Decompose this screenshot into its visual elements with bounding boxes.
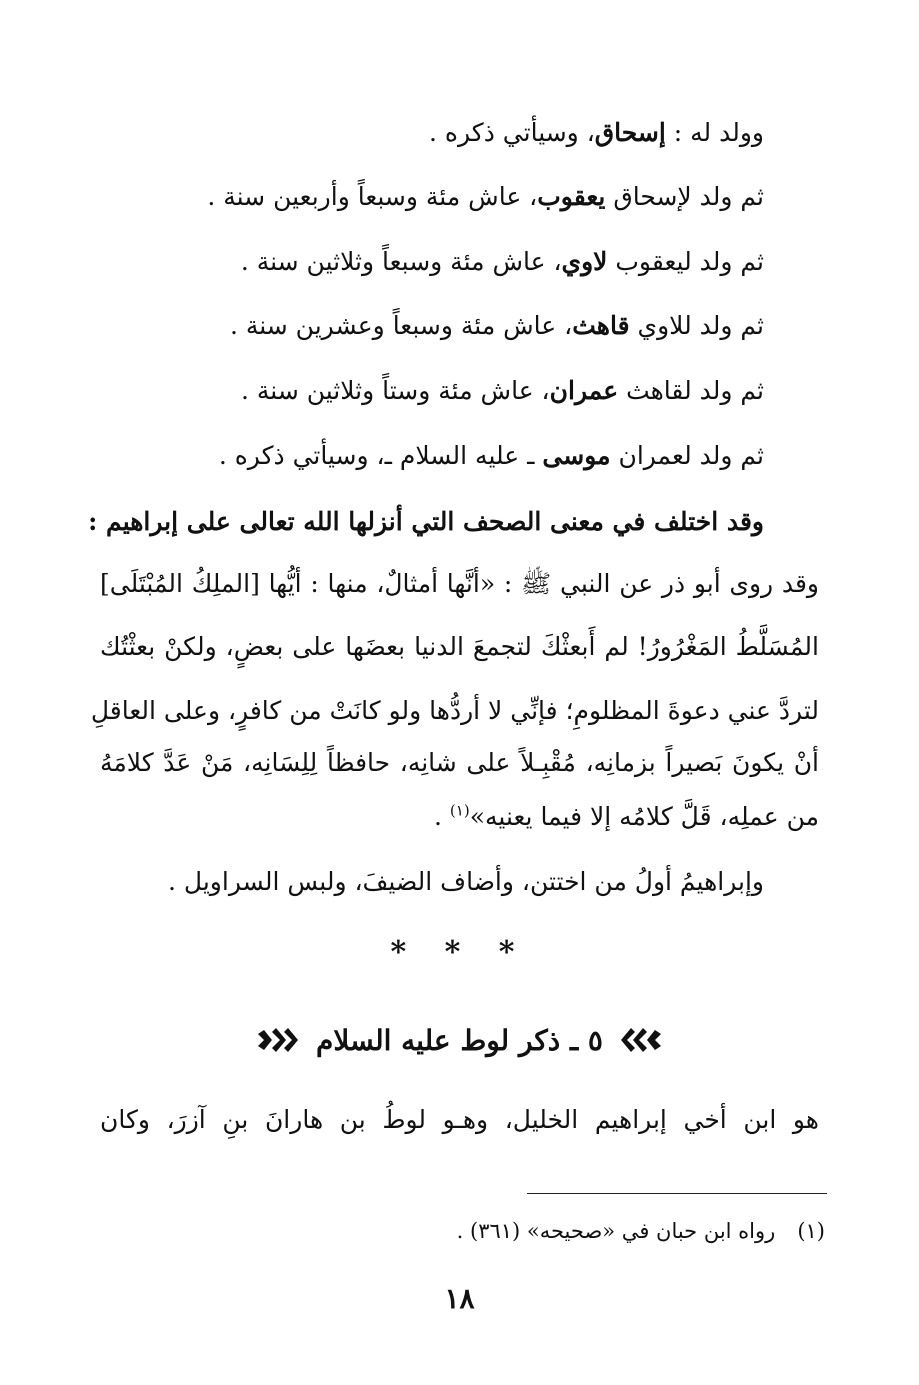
line-text: ، عاش مئة وسبعاً وعشرين سنة .: [229, 311, 573, 340]
text-line-7: وقد اختلف في معنى الصحف التي أنزلها الله تعالى على إبراهيم :: [88, 507, 764, 536]
text-line-3: [241, 242, 764, 282]
line-text: ثم ولد لإسحاق: [605, 182, 764, 211]
text-line-14: هو ابن أخي إبراهيم الخليل، وهـو لوطُ بن هارانَ بنِ آزرَ، وكان: [100, 1105, 819, 1134]
name-isaac: إسحاق: [594, 118, 666, 147]
name-moses: موسى: [542, 441, 611, 470]
text-line-1: [429, 113, 764, 153]
text-line-9: المُسَلَّطُ المَغْرُورُ! لم أَبعثْكَ لتجمعَ الدنيا بعضَها على بعضٍ، ولكنْ بعثْتُك: [100, 632, 819, 661]
line-text: .: [434, 802, 450, 831]
text-line-8: وقد روى أبو ذر عن النبي ﷺ : «أنَّها أمثالٌ، منها : أيُّها [الملِكُ المُبْتَلَى]: [100, 569, 819, 598]
line-text: ثم ولد ليعقوب: [607, 247, 764, 276]
text-line-6: [219, 436, 764, 476]
text-line-5: [241, 371, 764, 411]
section-heading-row: [0, 1015, 919, 1065]
footnote-divider: [527, 1193, 827, 1194]
line-text: ثم ولد لعمران: [610, 441, 764, 470]
section-separator: * * *: [390, 935, 529, 970]
section-heading: ٥ ـ ذكر لوط عليه السلام: [316, 1023, 603, 1057]
line-text: ثم ولد للاوي: [629, 311, 764, 340]
name-kohath: قاهث: [572, 311, 630, 340]
text-line-10: لتردَّ عني دعوةَ المظلومِ؛ فإنِّي لا أردُّها ولو كانَتْ من كافرٍ، وعلى العاقلِ: [90, 696, 819, 725]
name-amram: عمران: [549, 376, 619, 405]
line-text: ، عاش مئة وستاً وثلاثين سنة .: [240, 376, 550, 405]
footnote: [457, 1214, 825, 1248]
line-text: ثم ولد لقاهث: [618, 376, 764, 405]
text-line-2: [207, 177, 764, 217]
line-text: من عملِه، قَلَّ كلامُه إلا فيما يعنيه»: [469, 802, 819, 831]
line-text: وولد له :: [665, 118, 764, 147]
page-number: ١٨: [444, 1282, 475, 1315]
line-text: ـ عليه السلام ـ، وسيأتي ذكره .: [218, 441, 543, 470]
line-text: ، عاش مئة وسبعاً وأربعين سنة .: [207, 182, 538, 211]
text-line-13: وإبراهيمُ أولُ من اختتن، وأضاف الضيفَ، ولبس السراويل .: [168, 867, 764, 896]
line-text: ، عاش مئة وسبعاً وثلاثين سنة .: [240, 247, 562, 276]
text-line-12: [434, 797, 819, 837]
name-levi: لاوي: [561, 247, 608, 276]
footnote-text: رواه ابن حبان في «صحيحه» (٣٦١) .: [456, 1219, 776, 1243]
text-line-11: أنْ يكونَ بَصيراً بزمانِه، مُقْبِـلاً على شانِه، حافظاً لِلِسَانِه، مَنْ عَدَّ كلامَهُ: [100, 748, 819, 777]
text-line-4: [230, 306, 764, 346]
name-jacob: يعقوب: [537, 182, 606, 211]
footnote-number: (١): [797, 1219, 825, 1243]
ornament-right-icon: [617, 1022, 663, 1058]
line-text: ، وسيأتي ذكره .: [429, 118, 595, 147]
footnote-ref: (١): [449, 801, 470, 820]
ornament-left-icon: [256, 1022, 302, 1058]
